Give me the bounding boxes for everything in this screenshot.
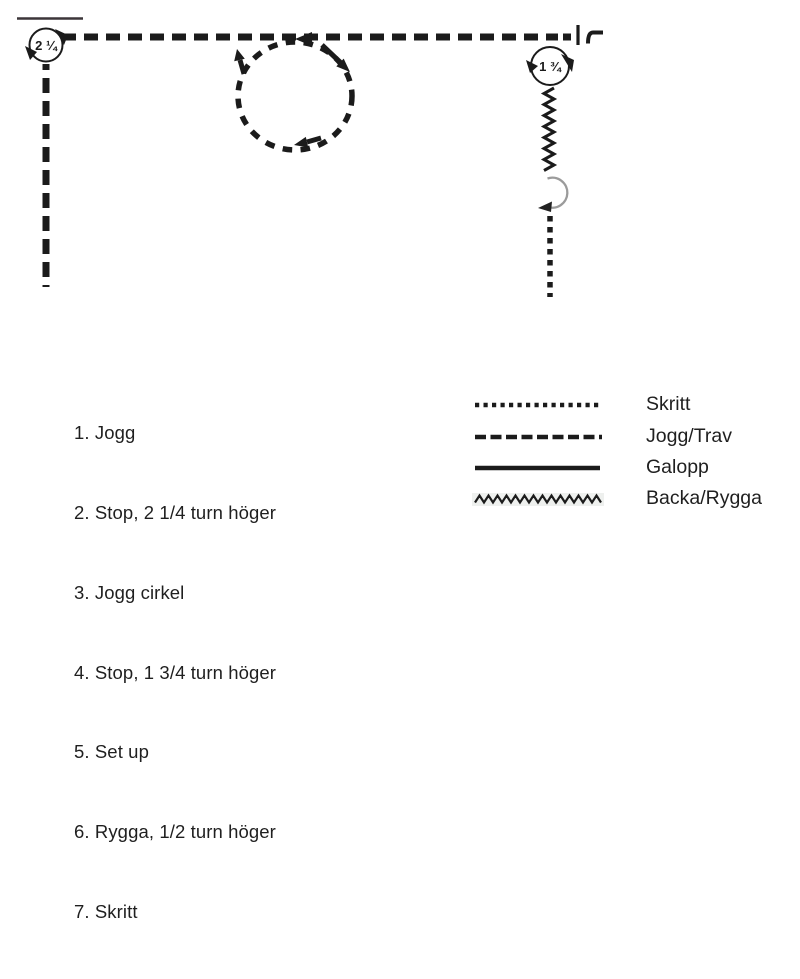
solid-line-icon <box>472 460 604 476</box>
step-item: 6. Rygga, 1/2 turn höger <box>74 821 276 843</box>
legend-label: Jogg/Trav <box>646 424 732 447</box>
legend-label: Backa/Rygga <box>646 487 762 510</box>
legend-label: Galopp <box>646 456 709 479</box>
dashed-line-icon <box>472 429 604 445</box>
step-item: 4. Stop, 1 3/4 turn höger <box>74 661 277 683</box>
dotted-line-icon <box>472 397 604 413</box>
jog-line-end-dot <box>563 34 571 41</box>
step-item: 1. Jogg <box>74 422 136 444</box>
spin-circle-right-label: 1 ¾ <box>539 59 561 74</box>
step-item: 2. Stop, 2 1/4 turn höger <box>74 501 277 523</box>
legend-row-galopp <box>472 456 709 479</box>
legend-row-skritt <box>472 393 691 416</box>
legend-row-backa-rygga <box>472 487 762 510</box>
legend-row-jogg-trav <box>472 424 732 447</box>
jog-circle-ne-arrow-shaft <box>322 45 341 63</box>
step-item: 3. Jogg cirkel <box>74 581 185 603</box>
backup-zigzag-line <box>544 88 554 171</box>
half-turn-arrow-icon <box>538 202 552 213</box>
jog-circle-w-arrow-icon <box>234 49 245 61</box>
riding-pattern-diagram <box>0 0 800 330</box>
jog-circle-top-arrow-icon <box>295 32 312 46</box>
step-item: 7. Skritt <box>74 900 138 922</box>
step-list <box>74 367 276 979</box>
stop-hook-marker <box>588 33 603 44</box>
jog-circle-s-arrow-shaft <box>307 138 321 142</box>
spin-circle-left-label: 2 ¼ <box>35 38 57 53</box>
step-item: 5. Set up <box>74 741 149 763</box>
zigzag-line-icon <box>472 491 604 507</box>
jog-circle-s-arrow-icon <box>294 137 308 148</box>
legend-label: Skritt <box>646 393 691 416</box>
jog-circle-w-arrow-shaft <box>240 60 244 74</box>
